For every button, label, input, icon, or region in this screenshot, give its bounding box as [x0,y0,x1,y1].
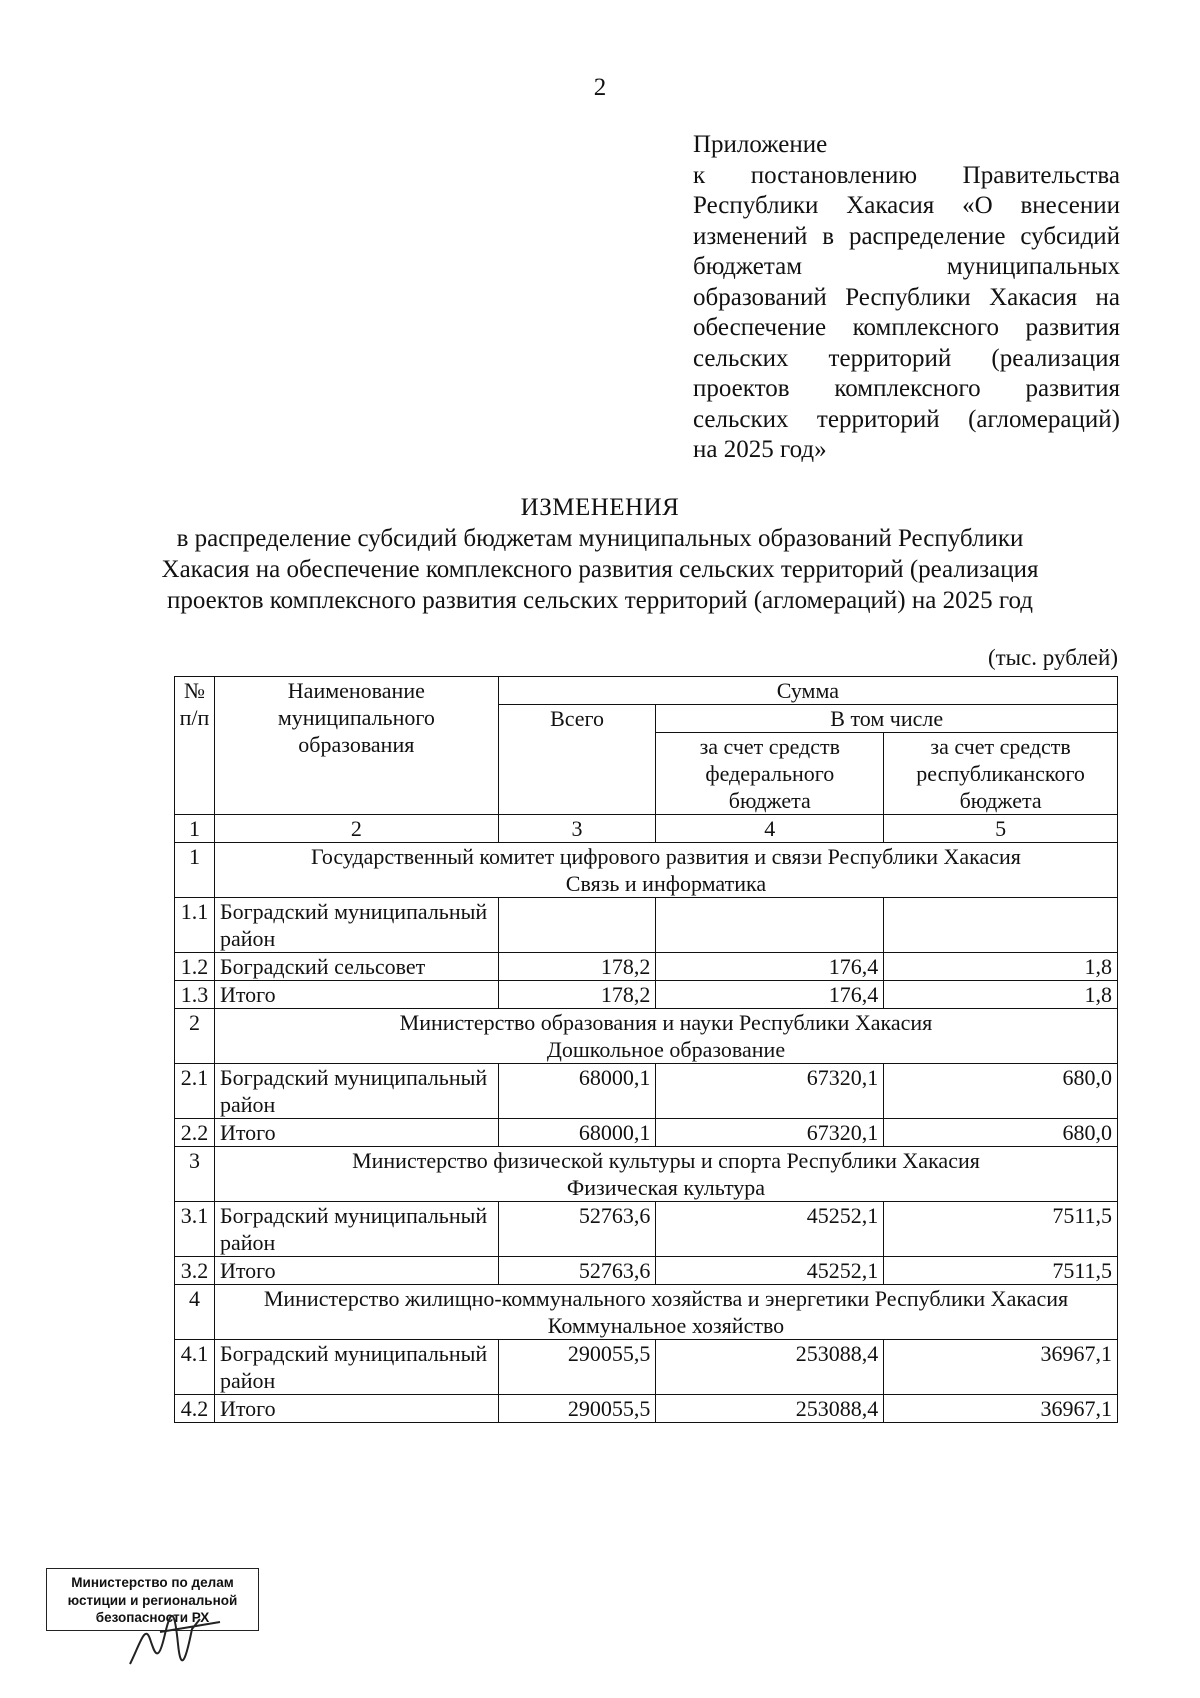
row-republic: 7511,5 [884,1202,1118,1257]
row-federal: 253088,4 [656,1395,884,1423]
row-republic [884,898,1118,953]
section-number: 4 [175,1285,215,1340]
row-federal: 176,4 [656,953,884,981]
section-row [175,1285,1118,1340]
row-name: Боградский муниципальный район [214,1202,498,1257]
row-total: 290055,5 [498,1340,656,1395]
appendix-block [693,130,1120,466]
title-subtitle-line: Хакасия на обеспечение комплексного развития сельских территорий (реализация [161,556,1039,583]
appendix-line: на 2025 год» [693,436,827,463]
section-title [214,1147,1117,1202]
header-federal: за счет средств федерального бюджета [656,733,884,815]
row-name: Итого [214,981,498,1009]
row-number: 2.2 [175,1119,215,1147]
appendix-line: обеспечение комплексного развития [693,314,1120,341]
section-subtitle: Коммунальное хозяйство [547,1313,785,1338]
appendix-line: сельских территорий (реализация [693,344,1120,372]
row-total: 178,2 [498,981,656,1009]
row-number: 1.3 [175,981,215,1009]
section-row [175,1009,1118,1064]
section-title [214,1009,1117,1064]
title-subtitle-line: в распределение субсидий бюджетам муниципальных образований Республики [176,525,1024,552]
table-row [175,1202,1118,1257]
row-total: 68000,1 [498,1064,656,1119]
section-number: 3 [175,1147,215,1202]
row-republic: 680,0 [884,1064,1118,1119]
row-name: Боградский муниципальный район [214,1064,498,1119]
appendix-line: сельских территорий (агломераций) [693,405,1120,433]
appendix-line: проектов комплексного развития [693,375,1120,402]
table-row [175,1064,1118,1119]
row-federal: 67320,1 [656,1119,884,1147]
row-republic: 1,8 [884,981,1118,1009]
row-republic: 1,8 [884,953,1118,981]
row-name: Боградский сельсовет [214,953,498,981]
document-title [150,492,1050,616]
row-republic: 36967,1 [884,1395,1118,1423]
section-row [175,843,1118,898]
column-number: 2 [214,815,498,843]
table-row [175,981,1118,1009]
stamp-line: Министерство по делам [71,1575,234,1590]
appendix-line: образований Республики Хакасия на [693,283,1120,311]
units-label: (тыс. рублей) [987,645,1118,670]
row-name: Итого [214,1395,498,1423]
title-heading: ИЗМЕНЕНИЯ [520,494,680,521]
row-name: Итого [214,1119,498,1147]
row-number: 1.1 [175,898,215,953]
row-total [498,898,656,953]
section-number: 2 [175,1009,215,1064]
section-title [214,843,1117,898]
row-republic: 680,0 [884,1119,1118,1147]
row-number: 4.2 [175,1395,215,1423]
stamp-line: безопасности РХ [95,1610,210,1625]
header-sum: Сумма [498,677,1117,705]
section-ministry: Министерство физической культуры и спорта Республики Хакасия [352,1148,980,1173]
section-ministry: Министерство жилищно-коммунального хозяйства и энергетики Республики Хакасия [263,1286,1069,1311]
row-federal: 67320,1 [656,1064,884,1119]
appendix-line: изменений в распределение субсидий [693,222,1120,250]
table-row [175,953,1118,981]
row-number: 3.2 [175,1257,215,1285]
section-ministry: Министерство образования и науки Республики Хакасия [399,1010,933,1035]
section-title [214,1285,1117,1340]
row-total: 290055,5 [498,1395,656,1423]
title-subtitle-line: проектов комплексного развития сельских территорий (агломераций) на 2025 год [167,587,1033,614]
row-total: 52763,6 [498,1257,656,1285]
subsidies-table [174,676,1118,1423]
row-number: 4.1 [175,1340,215,1395]
header-row [175,677,1118,705]
header-including: В том числе [656,705,1118,733]
row-federal: 253088,4 [656,1340,884,1395]
row-total: 68000,1 [498,1119,656,1147]
row-number: 1.2 [175,953,215,981]
table-row [175,1119,1118,1147]
header-name: Наименование муниципального образования [214,677,498,815]
row-federal: 176,4 [656,981,884,1009]
header-republic: за счет средств республиканского бюджета [884,733,1118,815]
section-subtitle: Дошкольное образование [546,1037,786,1062]
table-row [175,1257,1118,1285]
table-row [175,898,1118,953]
section-number: 1 [175,843,215,898]
page-number: 2 [593,74,607,101]
row-name: Итого [214,1257,498,1285]
section-subtitle: Связь и информатика [565,871,767,896]
row-total: 178,2 [498,953,656,981]
appendix-line: к постановлению Правительства [693,161,1120,189]
appendix-line: Приложение [693,131,828,158]
column-number: 3 [498,815,656,843]
section-subtitle: Физическая культура [566,1175,766,1200]
header-total: Всего [498,705,656,815]
table-row [175,1395,1118,1423]
row-federal: 45252,1 [656,1257,884,1285]
section-row [175,1147,1118,1202]
appendix-line: бюджетам муниципальных [693,253,1120,280]
row-name: Боградский муниципальный район [214,1340,498,1395]
column-number: 5 [884,815,1118,843]
column-number: 4 [656,815,884,843]
column-number: 1 [175,815,215,843]
row-number: 2.1 [175,1064,215,1119]
row-federal: 45252,1 [656,1202,884,1257]
row-republic: 7511,5 [884,1257,1118,1285]
row-total: 52763,6 [498,1202,656,1257]
header-num: № п/п [175,677,215,815]
column-numbers-row [175,815,1118,843]
row-republic: 36967,1 [884,1340,1118,1395]
table-row [175,1340,1118,1395]
appendix-line: Республики Хакасия «О внесении [693,192,1120,219]
row-number: 3.1 [175,1202,215,1257]
row-name: Боградский муниципальный район [214,898,498,953]
row-federal [656,898,884,953]
section-ministry: Государственный комитет цифрового развития и связи Республики Хакасия [311,844,1021,869]
stamp-line: юстиции и региональной [67,1592,238,1608]
signature-icon [120,1604,230,1674]
